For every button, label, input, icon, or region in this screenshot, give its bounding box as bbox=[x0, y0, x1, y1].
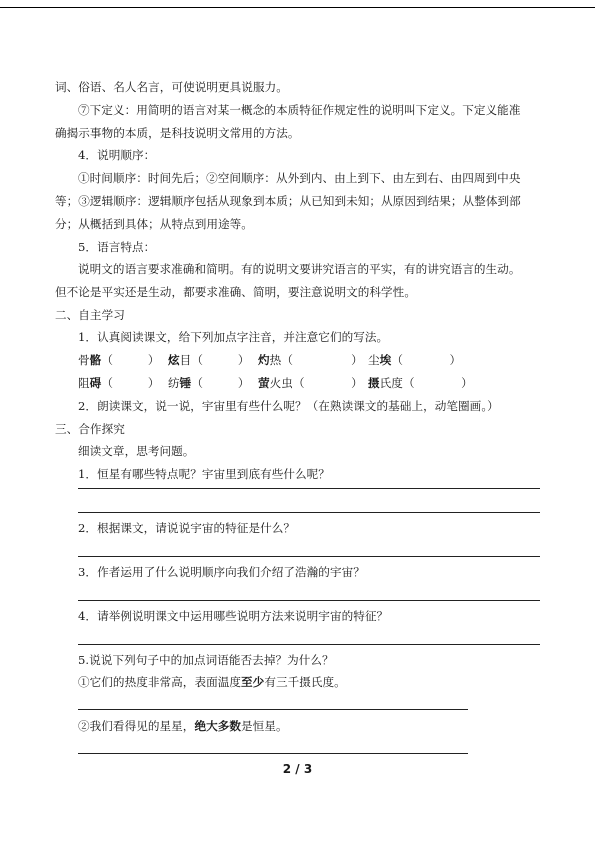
vocab-item: 萤火虫（ ） bbox=[258, 376, 363, 390]
text-line: ⑦下定义：用简明的语言对某一概念的本质特征作规定性的说明叫下定义。下定义能准 bbox=[78, 103, 521, 117]
vocab-item: 尘埃（ ） bbox=[368, 353, 462, 367]
vocab-item: 灼热（ ） bbox=[258, 353, 363, 367]
vocab-item: 纺锤（ ） bbox=[168, 376, 250, 390]
text-line: 说明文的语言要求准确和简明。有的说明文要讲究语言的平实，有的讲究语言的生动。 bbox=[78, 262, 521, 276]
text-line: 1．认真阅读课文，给下列加点字注音，并注意它们的写法。 bbox=[78, 330, 389, 344]
vocab-item: 炫目（ ） bbox=[168, 353, 250, 367]
answer-line[interactable] bbox=[78, 753, 468, 754]
vocab-item: 阻碍（ ） bbox=[78, 376, 160, 390]
example-sentence: ①它们的热度非常高，表面温度至少有三千摄氏度。 bbox=[78, 675, 346, 689]
answer-line[interactable] bbox=[78, 488, 540, 489]
question: 4．请举例说明课文中运用哪些说明方法来说明宇宙的特征？ bbox=[78, 609, 389, 623]
vocab-item: 摄氏度（ ） bbox=[368, 376, 473, 390]
page-number: 2 / 3 bbox=[282, 762, 313, 776]
vocab-item: 骨骼（ ） bbox=[78, 353, 160, 367]
section-heading: 三、合作探究 bbox=[55, 422, 125, 436]
header-rule bbox=[0, 7, 595, 8]
text-line: 确揭示事物的本质，是科技说明文常用的方法。 bbox=[55, 126, 300, 140]
text-line: 2．朗读课文，说一说，宇宙里有些什么呢？（在熟读课文的基础上，动笔圈画。） bbox=[78, 399, 499, 413]
answer-line[interactable] bbox=[78, 512, 540, 513]
section-heading: 二、自主学习 bbox=[55, 308, 125, 322]
answer-line[interactable] bbox=[78, 709, 468, 710]
question: 3．作者运用了什么说明顺序向我们介绍了浩瀚的宇宙？ bbox=[78, 565, 365, 579]
text-line: 4．说明顺序： bbox=[78, 148, 156, 162]
text-line: 分；从概括到具体；从特点到用途等。 bbox=[55, 217, 253, 231]
example-sentence: ②我们看得见的星星，绝大多数是恒星。 bbox=[78, 719, 288, 733]
answer-line[interactable] bbox=[78, 600, 540, 601]
answer-line[interactable] bbox=[78, 556, 540, 557]
answer-line[interactable] bbox=[78, 644, 540, 645]
question: 2．根据课文，请说说宇宙的特征是什么？ bbox=[78, 521, 296, 535]
question: 5.说说下列句子中的加点词语能否去掉？为什么？ bbox=[78, 653, 334, 667]
text-line: 词、俗语、名人名言，可使说明更具说服力。 bbox=[55, 80, 288, 94]
text-line: ①时间顺序：时间先后；②空间顺序：从外到内、由上到下、由左到右、由四周到中央 bbox=[78, 171, 521, 185]
question: 1．恒星有哪些特点呢？宇宙里到底有些什么呢？ bbox=[78, 467, 330, 481]
text-line: 但不论是平实还是生动，都要求准确、简明，要注意说明文的科学性。 bbox=[55, 285, 416, 299]
text-line: 细读文章，思考问题。 bbox=[78, 444, 195, 458]
text-line: 等；③逻辑顺序：逻辑顺序包括从现象到本质；从已知到未知；从原因到结果；从整体到部 bbox=[55, 194, 521, 208]
text-line: 5．语言特点： bbox=[78, 240, 156, 254]
